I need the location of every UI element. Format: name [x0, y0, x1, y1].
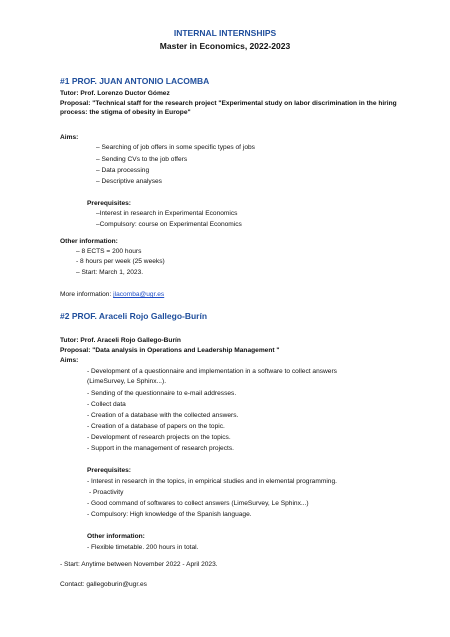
section2-aims-label: Aims: — [60, 357, 79, 364]
section2-aim-item: - Creation of a database with the collected answers. — [87, 412, 239, 419]
section1-proposal — [60, 99, 410, 117]
section1-aims-label: Aims: — [60, 134, 79, 141]
section2-tutor: Tutor: Prof. Araceli Rojo Gallego-Burín — [60, 337, 181, 344]
section2-aim-item: - Collect data — [87, 401, 126, 408]
section2-aim-item: - Creation of a database of papers on the topic. — [87, 423, 225, 430]
section1-prereq-item: –Interest in research in Experimental Economics — [96, 210, 238, 217]
section2-aim-item: - Development of a questionnaire and implementation in a software to collect answers — [87, 368, 337, 375]
section2-other-label: Other information: — [87, 533, 145, 540]
document-subtitle: Master in Economics, 2022-2023 — [159, 41, 291, 51]
section1-prereq-label: Prerequisites: — [87, 200, 131, 207]
section1-aim-item: – Data processing — [96, 167, 150, 174]
section2-prereq-item: - Interest in research in the topics, in empirical studies and in elemental programming. — [87, 478, 337, 485]
section1-other-item: – 8 ECTS = 200 hours — [76, 248, 142, 255]
more-info-label: More information: — [60, 291, 112, 298]
section2-start: - Start: Anytime between November 2022 - April 2023. — [60, 561, 218, 568]
section2-prereq-item: - Proactivity — [89, 489, 124, 496]
section2-prereq-label: Prerequisites: — [87, 467, 131, 474]
section1-other-item: - 8 hours per week (25 weeks) — [76, 258, 165, 265]
section1-other-item: – Start: March 1, 2023. — [76, 269, 144, 276]
section2-aim-item: (LimeSurvey, Le Sphinx...). — [87, 378, 167, 385]
section2-aim-item: - Development of research projects on the topics. — [87, 434, 231, 441]
section1-proposal-text: "Technical staff for the research project "Experimental study on labor discrimination in the hiring process: the stigma of obesity in Europe" — [60, 100, 397, 116]
section1-prereq-item: –Compulsory: course on Experimental Economics — [96, 221, 242, 228]
section1-aim-item: – Descriptive analyses — [96, 178, 162, 185]
section1-tutor: Tutor: Prof. Lorenzo Ductor Gómez — [60, 90, 170, 97]
section1-heading: #1 PROF. JUAN ANTONIO LACOMBA — [60, 76, 210, 86]
section2-prereq-item: - Good command of softwares to collect answers (LimeSurvey, Le Sphinx...) — [87, 500, 309, 507]
section2-heading: #2 PROF. Araceli Rojo Gallego-Burín — [60, 311, 208, 321]
section1-aim-item: – Searching of job offers in some specific types of jobs — [96, 144, 255, 151]
section2-prereq-item: - Compulsory: High knowledge of the Spanish language. — [87, 511, 252, 518]
section2-aim-item: - Support in the management of research projects. — [87, 445, 234, 452]
section1-other-label: Other information: — [60, 238, 118, 245]
section2-proposal-text: "Data analysis in Operations and Leadership Management " — [92, 347, 280, 354]
document-title: INTERNAL INTERNSHIPS — [173, 28, 277, 38]
section2-proposal-label: Proposal: — [60, 347, 91, 354]
section2-proposal — [60, 346, 280, 355]
section2-contact: Contact: gallegoburin@ugr.es — [60, 581, 147, 588]
section2-other-item: - Flexible timetable. 200 hours in total. — [87, 544, 199, 551]
more-info-email-link[interactable]: jlacomba@ugr.es — [113, 291, 165, 298]
section1-proposal-label: Proposal: — [60, 100, 91, 107]
section2-aim-item: - Sending of the questionnaire to e-mail addresses. — [87, 390, 237, 397]
section1-more-info — [60, 290, 164, 299]
section1-aim-item: – Sending CVs to the job offers — [96, 156, 188, 163]
